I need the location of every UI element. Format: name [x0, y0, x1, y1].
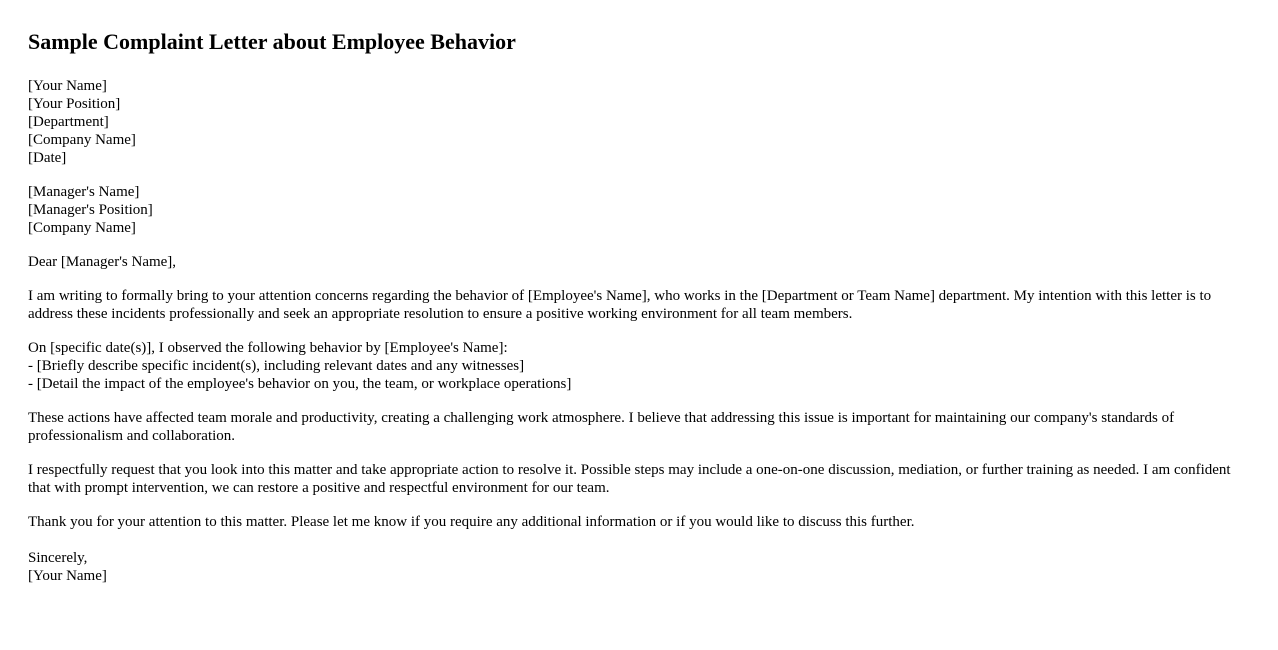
salutation-text: Dear [Manager's Name], [28, 254, 177, 270]
salutation [28, 253, 1250, 271]
recipient-company: [Company Name] [28, 220, 136, 236]
intro-paragraph [28, 287, 1250, 323]
request-paragraph-text: I respectfully request that you look into this matter and take appropriate action to resolve it. Possible steps may include a one-on-one discussion, mediation, or further training as needed. I am confident that with prompt intervention, we can restore a positive and respectful environment for our team. [28, 462, 1231, 496]
sender-department: [Department] [28, 114, 109, 130]
sender-company: [Company Name] [28, 132, 136, 148]
observation-item: - [Briefly describe specific incident(s), including relevant dates and any witnesses] [28, 358, 525, 374]
letter-date: [Date] [28, 150, 67, 166]
request-paragraph [28, 461, 1250, 497]
closing-block [28, 549, 1250, 585]
impact-paragraph-text: These actions have affected team morale and productivity, creating a challenging work atmosphere. I believe that addressing this issue is important for maintaining our company's standards of professionalism and collaboration. [28, 410, 1175, 444]
recipient-position: [Manager's Position] [28, 202, 153, 218]
thanks-paragraph-text: Thank you for your attention to this matter. Please let me know if you require any additional information or if you would like to discuss this further. [28, 514, 915, 530]
observation-item: - [Detail the impact of the employee's behavior on you, the team, or workplace operations] [28, 376, 572, 392]
recipient-address-block [28, 183, 1250, 237]
observation-lead: On [specific date(s)], I observed the following behavior by [Employee's Name]: [28, 340, 508, 356]
valediction: Sincerely, [28, 550, 88, 566]
thanks-paragraph [28, 513, 1250, 531]
sender-address-block [28, 77, 1250, 167]
sender-name: [Your Name] [28, 78, 107, 94]
recipient-name: [Manager's Name] [28, 184, 140, 200]
page-title: Sample Complaint Letter about Employee Behavior [28, 29, 516, 54]
signature: [Your Name] [28, 568, 107, 584]
observation-paragraph [28, 339, 1250, 393]
intro-paragraph-text: I am writing to formally bring to your attention concerns regarding the behavior of [Employee's Name], who works in the [Department or Team Name] department. My intention with this letter is to address these incidents professionally and seek an appropriate resolution to ensure a positive working environment for all team members. [28, 288, 1212, 322]
impact-paragraph [28, 409, 1250, 445]
sender-position: [Your Position] [28, 96, 121, 112]
